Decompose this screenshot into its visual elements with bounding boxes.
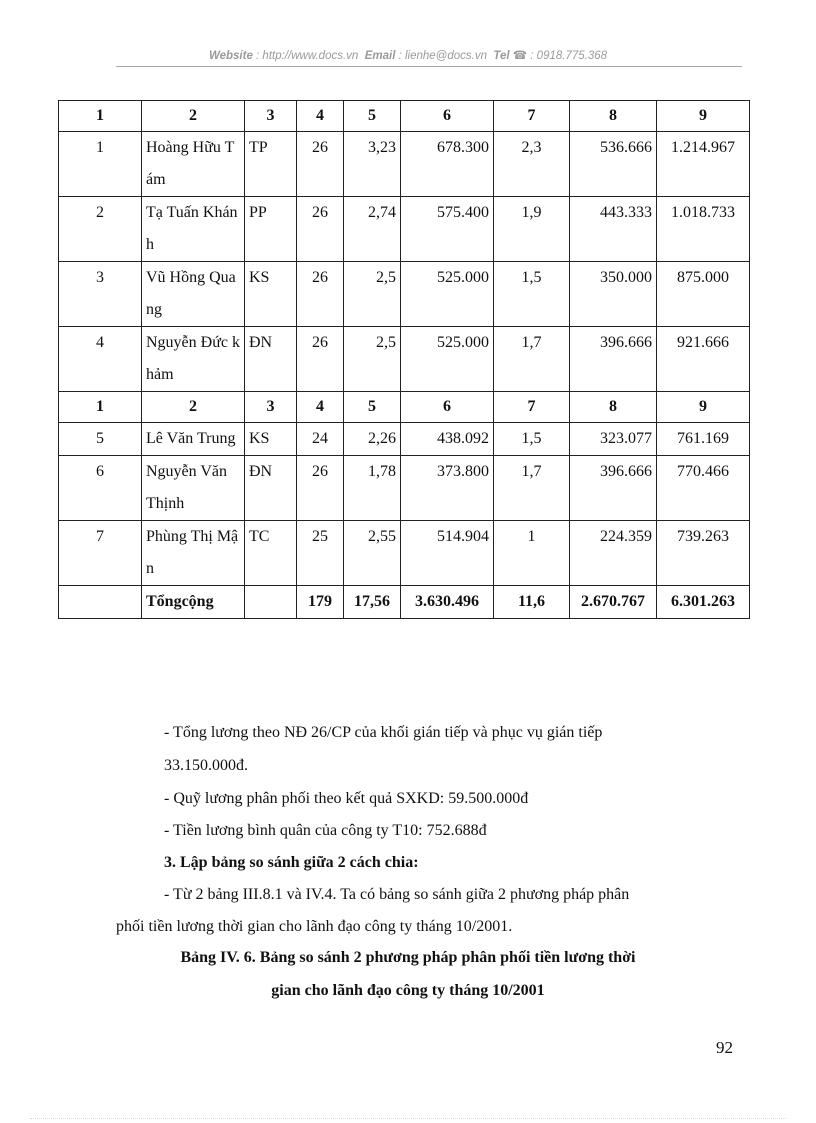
position-cell: ĐN: [245, 456, 297, 521]
header-cell: 9: [657, 101, 750, 132]
table-row: [59, 423, 750, 456]
salary-table: [58, 100, 750, 619]
table-row: [59, 521, 750, 586]
total-total: 6.301.263: [657, 586, 750, 619]
extra-cell: 224.359: [570, 521, 657, 586]
salary-cell: 514.904: [401, 521, 494, 586]
paragraph-salary-fund: - Quỹ lương phân phối theo kết quả SXKD: 59.500.000đ: [164, 790, 529, 807]
days-cell: 25: [297, 521, 344, 586]
total-cell: 770.466: [657, 456, 750, 521]
name-cell: Nguyễn Đức khảm: [142, 327, 245, 392]
header-cell: 4: [297, 392, 344, 423]
table-caption-line1: Bảng IV. 6. Bảng so sánh 2 phương pháp phân phối tiền lương thời: [180, 949, 636, 966]
header-divider: [116, 66, 742, 67]
paragraph-average-salary: - Tiền lương bình quân của công ty T10: 752.688đ: [164, 822, 487, 839]
header-cell: 3: [245, 101, 297, 132]
paragraph-total-salary-line2: 33.150.000đ.: [164, 757, 248, 774]
page-header: [0, 48, 816, 62]
table-row: [59, 456, 750, 521]
position-cell: KS: [245, 262, 297, 327]
name-cell: Hoàng Hữu Tám: [142, 132, 245, 197]
stt-cell: 1: [59, 132, 142, 197]
position-cell: KS: [245, 423, 297, 456]
total-k: 11,6: [494, 586, 570, 619]
salary-cell: 525.000: [401, 262, 494, 327]
tel-label: Tel ☎: [493, 50, 528, 62]
position-cell: TC: [245, 521, 297, 586]
email-value[interactable]: : lienhe@docs.vn: [398, 50, 487, 62]
paragraph-comparison-line1: - Từ 2 bảng III.8.1 và IV.4. Ta có bảng so sánh giữa 2 phương pháp phân: [164, 886, 630, 903]
coef-cell: 2,74: [344, 197, 401, 262]
header-cell: 1: [59, 101, 142, 132]
total-row: [59, 586, 750, 619]
total-extra: 2.670.767: [570, 586, 657, 619]
stt-cell: 4: [59, 327, 142, 392]
k-cell: 1,5: [494, 262, 570, 327]
total-cell: 739.263: [657, 521, 750, 586]
k-cell: 1,5: [494, 423, 570, 456]
stt-cell: 7: [59, 521, 142, 586]
total-coef: 17,56: [344, 586, 401, 619]
table-row: [59, 132, 750, 197]
header-cell: 5: [344, 101, 401, 132]
name-cell: Nguyễn Văn Thịnh: [142, 456, 245, 521]
total-cell: 921.666: [657, 327, 750, 392]
header-cell: 5: [344, 392, 401, 423]
coef-cell: 3,23: [344, 132, 401, 197]
k-cell: 2,3: [494, 132, 570, 197]
header-cell: 6: [401, 101, 494, 132]
days-cell: 26: [297, 327, 344, 392]
extra-cell: 536.666: [570, 132, 657, 197]
total-cell: 1.214.967: [657, 132, 750, 197]
header-cell: 7: [494, 392, 570, 423]
total-cell: 875.000: [657, 262, 750, 327]
email-label: Email: [364, 50, 396, 62]
days-cell: 24: [297, 423, 344, 456]
salary-cell: 373.800: [401, 456, 494, 521]
extra-cell: 396.666: [570, 456, 657, 521]
coef-cell: 1,78: [344, 456, 401, 521]
page-number: 92: [716, 1038, 733, 1057]
empty-cell: [245, 586, 297, 619]
paragraph-total-salary-line1: - Tổng lương theo NĐ 26/CP của khối gián tiếp và phục vụ gián tiếp: [164, 724, 603, 741]
table-caption-line2: gian cho lãnh đạo công ty tháng 10/2001: [271, 982, 545, 999]
header-cell: 8: [570, 392, 657, 423]
section-heading: 3. Lập bảng so sánh giữa 2 cách chia:: [164, 854, 419, 871]
position-cell: ĐN: [245, 327, 297, 392]
stt-cell: 5: [59, 423, 142, 456]
extra-cell: 350.000: [570, 262, 657, 327]
days-cell: 26: [297, 197, 344, 262]
table-header-row-repeat: [59, 392, 750, 423]
days-cell: 26: [297, 456, 344, 521]
header-cell: 3: [245, 392, 297, 423]
header-cell: 1: [59, 392, 142, 423]
tel-value: : 0918.775.368: [530, 50, 608, 62]
position-cell: TP: [245, 132, 297, 197]
coef-cell: 2,26: [344, 423, 401, 456]
salary-cell: 438.092: [401, 423, 494, 456]
k-cell: 1,7: [494, 327, 570, 392]
days-cell: 26: [297, 132, 344, 197]
header-cell: 7: [494, 101, 570, 132]
name-cell: Lê Văn Trung: [142, 423, 245, 456]
table-row: [59, 327, 750, 392]
header-cell: 6: [401, 392, 494, 423]
coef-cell: 2,5: [344, 327, 401, 392]
stt-cell: 6: [59, 456, 142, 521]
empty-cell: [59, 586, 142, 619]
website-url[interactable]: : http://www.docs.vn: [256, 50, 359, 62]
extra-cell: 443.333: [570, 197, 657, 262]
salary-cell: 575.400: [401, 197, 494, 262]
salary-cell: 678.300: [401, 132, 494, 197]
header-cell: 9: [657, 392, 750, 423]
salary-cell: 525.000: [401, 327, 494, 392]
header-cell: 2: [142, 101, 245, 132]
extra-cell: 323.077: [570, 423, 657, 456]
coef-cell: 2,55: [344, 521, 401, 586]
total-cell: 1.018.733: [657, 197, 750, 262]
position-cell: PP: [245, 197, 297, 262]
header-cell: 2: [142, 392, 245, 423]
total-label: Tổngcộng: [142, 586, 245, 619]
stt-cell: 2: [59, 197, 142, 262]
footer-divider: [30, 1118, 786, 1119]
paragraph-comparison-line2: phối tiền lương thời gian cho lãnh đạo công ty tháng 10/2001.: [116, 918, 513, 935]
k-cell: 1,9: [494, 197, 570, 262]
total-cell: 761.169: [657, 423, 750, 456]
table-row: [59, 197, 750, 262]
days-cell: 26: [297, 262, 344, 327]
table-header-row: [59, 101, 750, 132]
total-salary: 3.630.496: [401, 586, 494, 619]
stt-cell: 3: [59, 262, 142, 327]
coef-cell: 2,5: [344, 262, 401, 327]
header-cell: 4: [297, 101, 344, 132]
name-cell: Vũ Hồng Quang: [142, 262, 245, 327]
k-cell: 1: [494, 521, 570, 586]
extra-cell: 396.666: [570, 327, 657, 392]
header-cell: 8: [570, 101, 657, 132]
name-cell: Tạ Tuấn Khánh: [142, 197, 245, 262]
table-row: [59, 262, 750, 327]
total-days: 179: [297, 586, 344, 619]
website-label: Website: [208, 50, 253, 62]
name-cell: Phùng Thị Mận: [142, 521, 245, 586]
k-cell: 1,7: [494, 456, 570, 521]
